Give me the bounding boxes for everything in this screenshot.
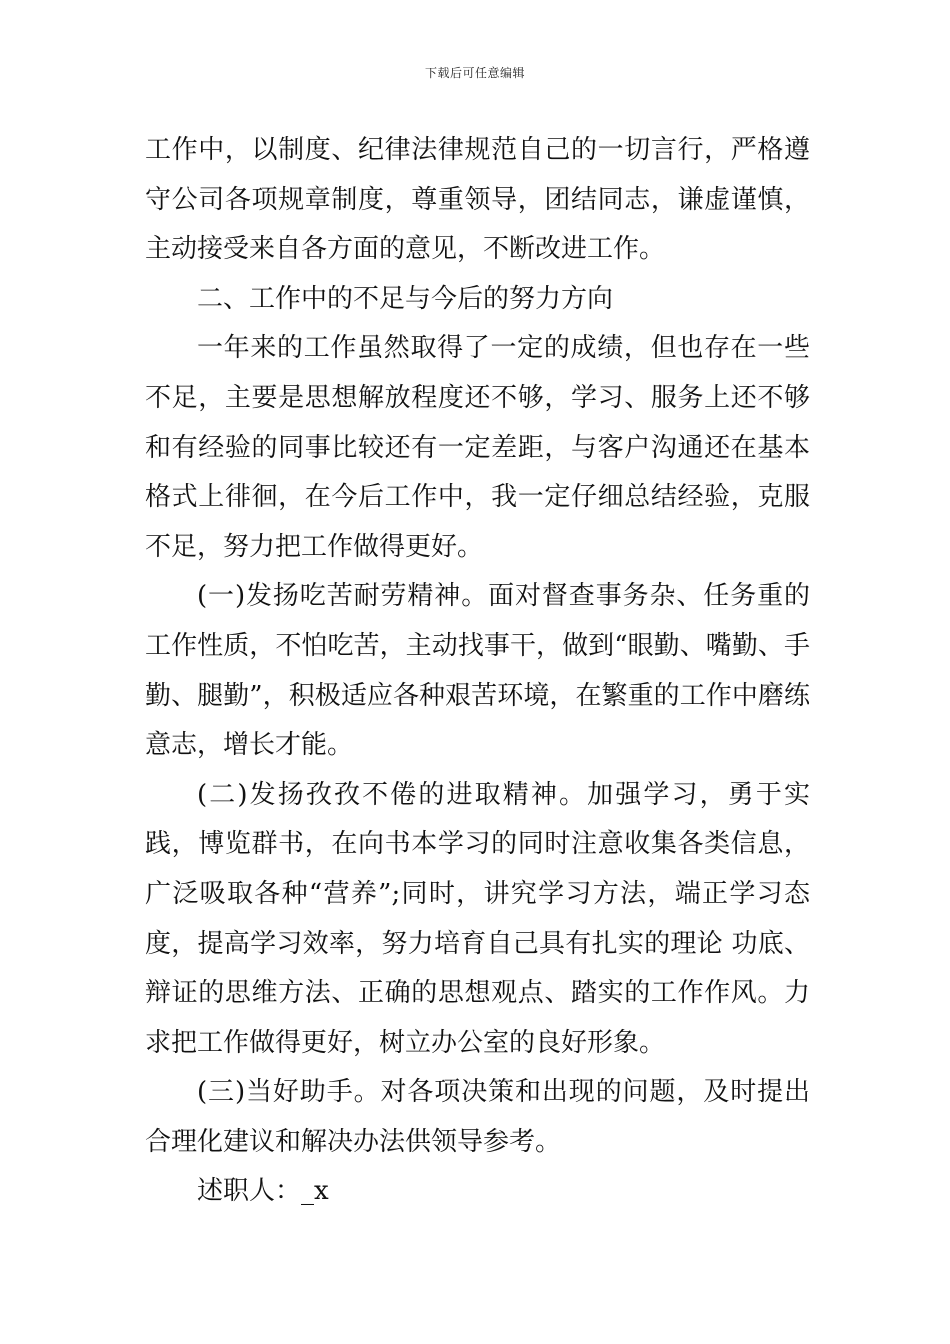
signature-line: 述职人：_x <box>197 1176 329 1207</box>
paragraph-shortcomings: 一年来的工作虽然取得了一定的成绩，但也存在一些不足，主要是思想解放程度还不够，学习、服务上还不够和有经验的同事比较还有一定差距，与客户沟通还在基本格式上徘徊，在今后工作中，我一定仔细总结经验，克服不足，努力把工作做得更好。 <box>145 333 810 562</box>
paragraph-point-two: (二)发扬孜孜不倦的进取精神。加强学习，勇于实践，博览群书，在向书本学习的同时注意收集各类信息，广泛吸取各种“营养”;同时，讲究学习方法，端正学习态度，提高学习效率，努力培育自己具有扎实的理论 功底、辩证的思维方法、正确的思想观点、踏实的工作作风。力求把工作做得更好，树立办公室的良好形象。 <box>145 779 810 1058</box>
section-heading-shortcomings: 二、工作中的不足与今后的努力方向 <box>197 283 614 314</box>
document-body <box>145 126 810 1217</box>
paragraph-point-three: (三)当好助手。对各项决策和出现的问题，及时提出合理化建议和解决办法供领导参考。 <box>145 1077 810 1157</box>
page-header: 下载后可任意编辑 <box>424 66 525 80</box>
paragraph-point-one: (一)发扬吃苦耐劳精神。面对督查事务杂、任务重的工作性质，不怕吃苦，主动找事干，做到“眼勤、嘴勤、手勤、腿勤”，积极适应各种艰苦环境，在繁重的工作中磨练意志，增长才能。 <box>145 581 810 761</box>
paragraph-conduct: 工作中，以制度、纪律法律规范自己的一切言行，严格遵守公司各项规章制度，尊重领导，团结同志，谦虚谨慎，主动接受来自各方面的意见，不断改进工作。 <box>145 135 810 265</box>
